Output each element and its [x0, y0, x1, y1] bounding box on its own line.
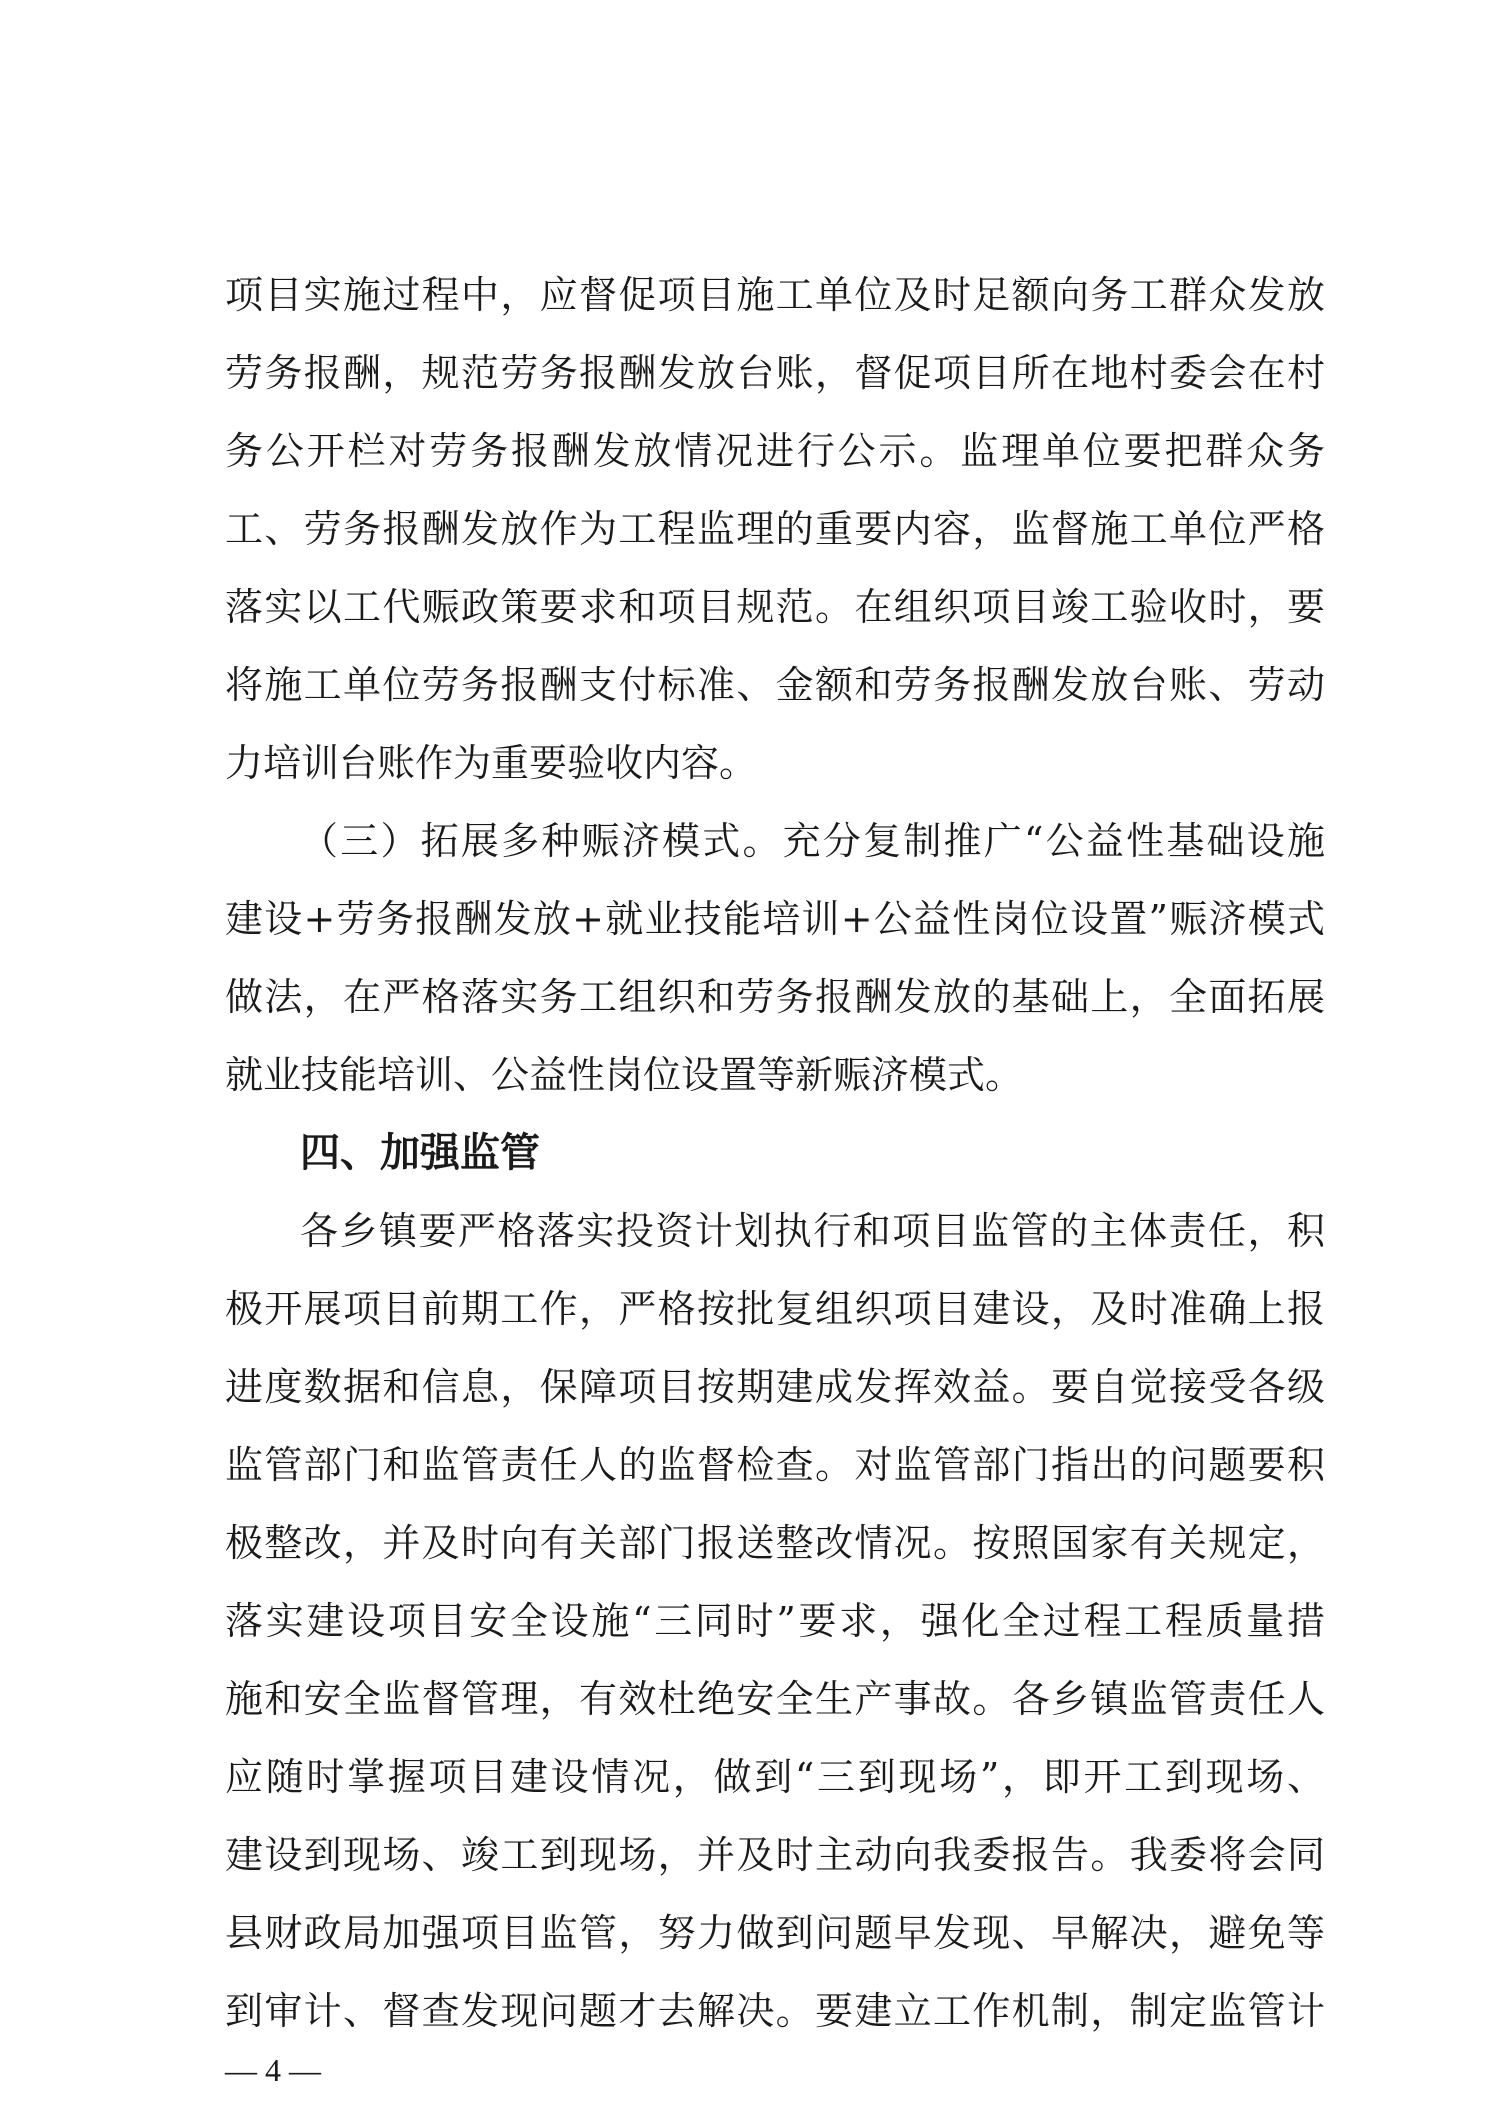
paragraph-2-line-4: 就业技能培训、公益性岗位设置等新赈济模式。: [225, 1053, 1024, 1097]
page-number: — 4 —: [225, 2052, 321, 2088]
paragraph-1-line-4: 工、劳务报酬发放作为工程监理的重要内容，监督施工单位严格: [225, 507, 1325, 551]
paragraph-1-line-1: 项目实施过程中，应督促项目施工单位及时足额向务工群众发放: [225, 273, 1325, 317]
paragraph-3-line-10: 县财政局加强项目监管，努力做到问题早发现、早解决，避免等: [225, 1911, 1325, 1955]
paragraph-1-line-2: 劳务报酬，规范劳务报酬发放台账，督促项目所在地村委会在村: [225, 351, 1325, 395]
paragraph-2-line-1: （三）拓展多种赈济模式。充分复制推广“公益性基础设施: [300, 819, 1325, 863]
paragraph-3-line-3: 进度数据和信息，保障项目按期建成发挥效益。要自觉接受各级: [225, 1365, 1325, 1409]
paragraph-1-line-7: 力培训台账作为重要验收内容。: [225, 741, 758, 785]
paragraph-3-line-8: 应随时掌握项目建设情况，做到“三到现场”，即开工到现场、: [225, 1755, 1325, 1799]
paragraph-3-line-2: 极开展项目前期工作，严格按批复组织项目建设，及时准确上报: [225, 1287, 1325, 1331]
paragraph-1-line-3: 务公开栏对劳务报酬发放情况进行公示。监理单位要把群众务: [225, 429, 1325, 473]
paragraph-3-line-6: 落实建设项目安全设施“三同时”要求，强化全过程工程质量措: [225, 1599, 1325, 1643]
paragraph-2-line-2: 建设+劳务报酬发放+就业技能培训+公益性岗位设置”赈济模式: [225, 897, 1325, 941]
paragraph-3-line-7: 施和安全监督管理，有效杜绝安全生产事故。各乡镇监管责任人: [225, 1677, 1325, 1721]
paragraph-1-line-6: 将施工单位劳务报酬支付标准、金额和劳务报酬发放台账、劳动: [225, 663, 1325, 707]
paragraph-3-line-5: 极整改，并及时向有关部门报送整改情况。按照国家有关规定，: [225, 1521, 1325, 1565]
paragraph-3-line-11: 到审计、督查发现问题才去解决。要建立工作机制，制定监管计: [225, 1989, 1325, 2033]
paragraph-2-line-3: 做法，在严格落实务工组织和劳务报酬发放的基础上，全面拓展: [225, 975, 1325, 1019]
section-heading: 四、加强监管: [300, 1130, 540, 1176]
paragraph-3-line-1: 各乡镇要严格落实投资计划执行和项目监管的主体责任，积: [300, 1209, 1325, 1253]
paragraph-1-line-5: 落实以工代赈政策要求和项目规范。在组织项目竣工验收时，要: [225, 585, 1325, 629]
paragraph-3-line-4: 监管部门和监管责任人的监督检查。对监管部门指出的问题要积: [225, 1443, 1325, 1487]
paragraph-3-line-9: 建设到现场、竣工到现场，并及时主动向我委报告。我委将会同: [225, 1833, 1325, 1877]
